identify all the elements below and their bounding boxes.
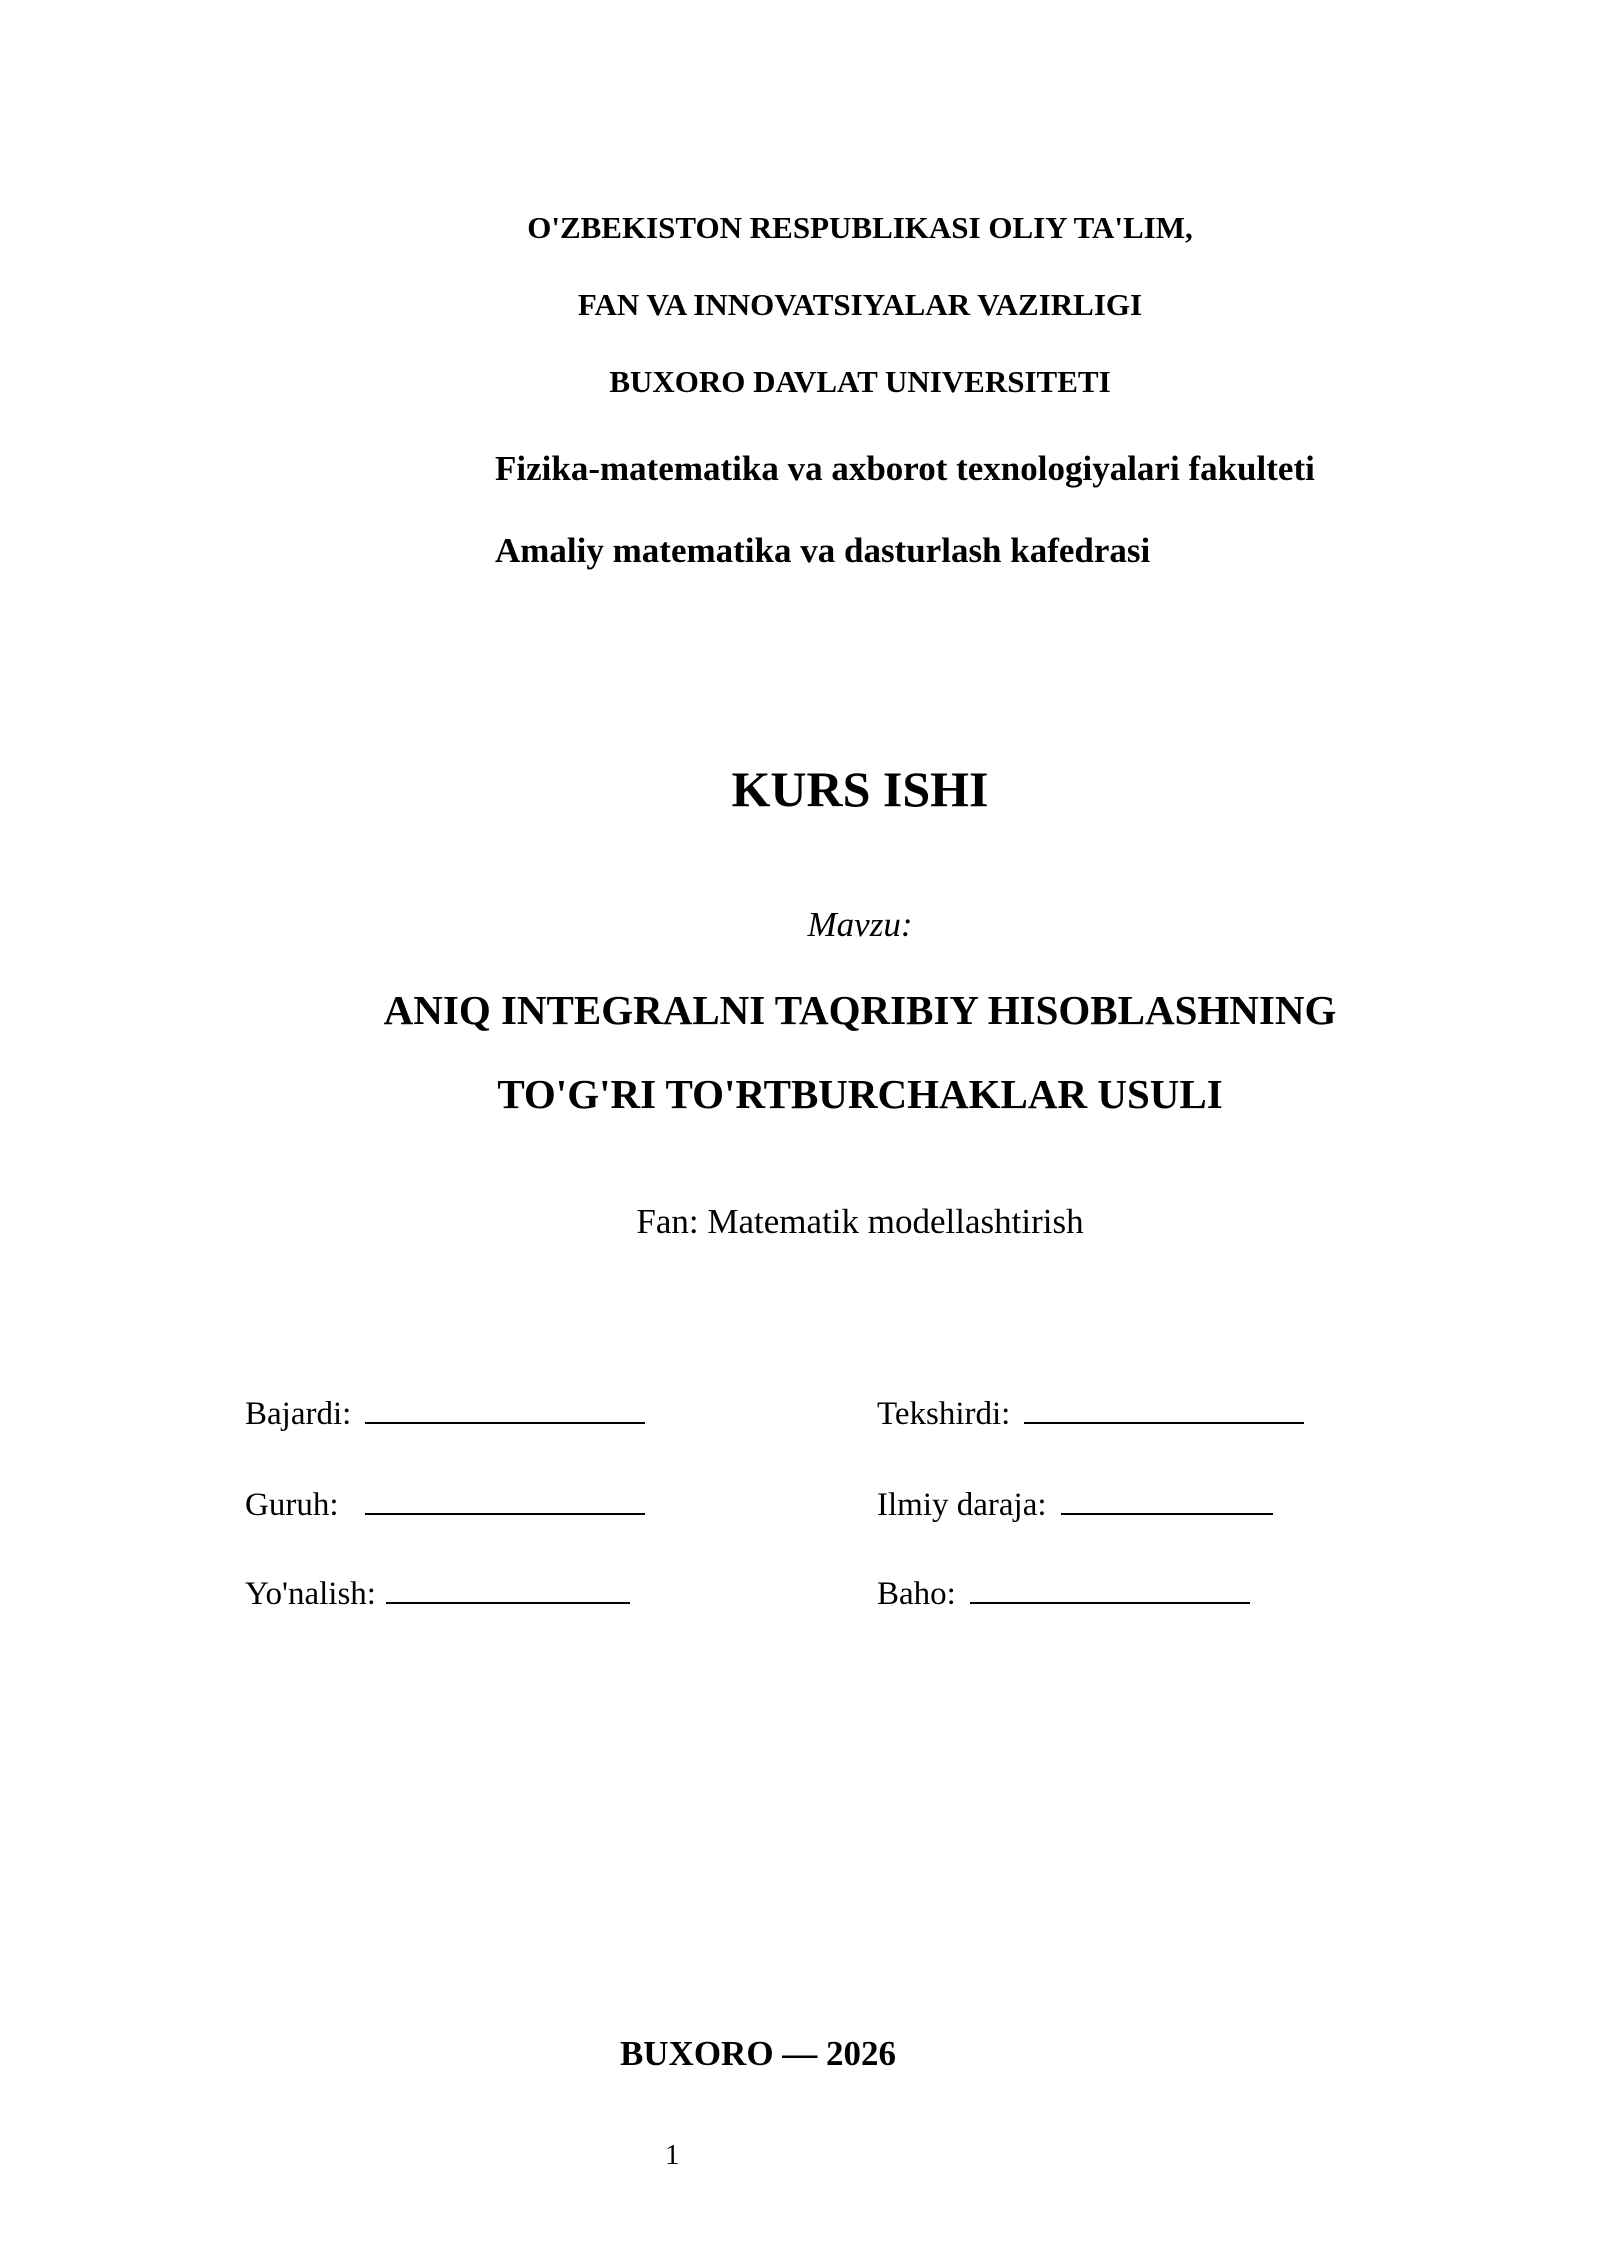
topic-line-2: TO'G'RI TO'RTBURCHAKLAR USULI [497, 1071, 1223, 1117]
field-grade-label: Baho: [877, 1576, 956, 1612]
field-direction-blank[interactable] [386, 1574, 630, 1604]
department-name: Amaliy matematika va dasturlash kafedrasi [495, 531, 1151, 570]
field-direction [245, 1574, 630, 1611]
field-academic-degree [877, 1485, 1273, 1522]
field-academic-degree-label: Ilmiy daraja: [877, 1487, 1047, 1523]
ministry-line-2: FAN VA INNOVATSIYALAR VAZIRLIGI [577, 287, 1143, 322]
topic-label: Mavzu: [807, 905, 913, 944]
field-group [245, 1485, 645, 1522]
field-grade-blank[interactable] [970, 1574, 1250, 1604]
field-reviewer [877, 1394, 1304, 1431]
city-year: BUXORO — 2026 [619, 2034, 897, 2073]
field-performer [245, 1394, 645, 1431]
field-direction-label: Yo'nalish: [245, 1576, 376, 1612]
ministry-line-1: O'ZBEKISTON RESPUBLIKASI OLIY TA'LIM, [527, 210, 1193, 245]
field-reviewer-label: Tekshirdi: [877, 1396, 1011, 1432]
field-reviewer-blank[interactable] [1024, 1394, 1304, 1424]
topic-line-1: ANIQ INTEGRALNI TAQRIBIY HISOBLASHNING [383, 987, 1337, 1033]
field-grade [877, 1574, 1250, 1611]
faculty-name: Fizika-matematika va axborot texnologiyalari fakulteti [495, 449, 1315, 488]
field-group-blank[interactable] [365, 1485, 645, 1515]
field-performer-label: Bajardi: [245, 1396, 352, 1432]
field-group-label: Guruh: [245, 1487, 339, 1523]
course-name: Fan: Matematik modellashtirish [636, 1202, 1084, 1241]
university-name: BUXORO DAVLAT UNIVERSITETI [609, 364, 1111, 399]
document-type-title: KURS ISHI [731, 761, 989, 817]
page-number: 1 [665, 2139, 680, 2171]
field-academic-degree-blank[interactable] [1061, 1485, 1273, 1515]
field-performer-blank[interactable] [365, 1394, 645, 1424]
